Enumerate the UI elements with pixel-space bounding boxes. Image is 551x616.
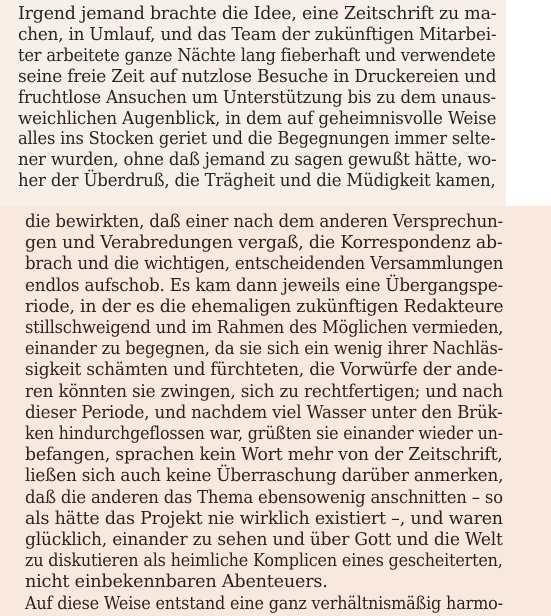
text-line: daß die anderen das Thema ebensowenig anschnitten – so <box>25 487 503 508</box>
text-line: her der Überdruß, die Trägheit und die Müdigkeit kamen, <box>18 171 496 192</box>
text-line: Irgend jemand brachte die Idee, eine Zeitschrift zu ma- <box>18 4 497 24</box>
text-line: ter arbeitete ganze Nächte lang fieberhaft und verwendete <box>18 45 496 66</box>
text-line: ner wurden, ohne daß jemand zu sagen gewußt hätte, wo- <box>18 150 497 171</box>
text-line: alles ins Stocken geriet und die Begegnungen immer selte- <box>18 129 496 150</box>
text-line: weichlichen Augenblick, in dem auf geheimnisvolle Weise <box>18 108 497 129</box>
text-line: dieser Periode, und nachdem viel Wasser unter den Brük- <box>25 402 503 423</box>
text-line: einander zu begegnen, da sie sich ein wenig ihrer Nachläs- <box>25 339 503 360</box>
text-line: ren könnten sie zwingen, sich zu rechtfertigen; und nach <box>25 381 503 402</box>
text-line: stillschweigend und im Rahmen des Möglichen vermieden, <box>25 318 504 338</box>
text-line: fruchtlose Ansuchen um Unterstützung bis zu dem unaus- <box>18 87 496 108</box>
text-line: riode, in der es die ehemaligen zukünftigen Redakteure <box>25 296 504 317</box>
text-line: chen, in Umlauf, und das Team der zukünftigen Mitarbei- <box>18 24 497 45</box>
text-line: glücklich, einander zu sehen und über Gott und die Welt <box>25 530 503 550</box>
scan-fragment-bottom <box>0 206 551 616</box>
text-line: als hätte das Projekt nie wirklich existiert –, und waren <box>25 508 503 529</box>
text-line: gen und Verabredungen vergaß, die Korrespondenz ab- <box>25 233 503 254</box>
text-line: befangen, sprachen kein Wort mehr von der Zeitschrift, <box>25 445 503 466</box>
text-line: die bewirkten, daß einer nach dem anderen Versprechun- <box>25 212 503 232</box>
text-line: seine freie Zeit auf nutzlose Besuche in Druckereien und <box>18 66 497 87</box>
text-line: ken hindurchgeflossen war, grüßten sie einander wieder un- <box>25 424 503 444</box>
text-line: sigkeit schämten und fürchteten, die Vorwürfe der ande- <box>25 360 503 381</box>
text-line: brach und die wichtigen, entscheidenden Versammlungen <box>25 254 504 275</box>
text-line: Auf diese Weise entstand eine ganz verhältnismäßig harmo- <box>25 593 503 614</box>
scan-fragment-top <box>0 0 506 206</box>
text-line: ließen sich auch keine Überraschung darüber anmerken, <box>25 466 504 487</box>
text-line: endlos aufschob. Es kam dann jeweils eine Übergangspe- <box>25 275 504 296</box>
text-line: zu diskutieren als heimliche Komplicen eines gescheiterten, <box>25 551 503 572</box>
text-line: nicht einbekennbaren Abenteuers. <box>25 572 328 593</box>
